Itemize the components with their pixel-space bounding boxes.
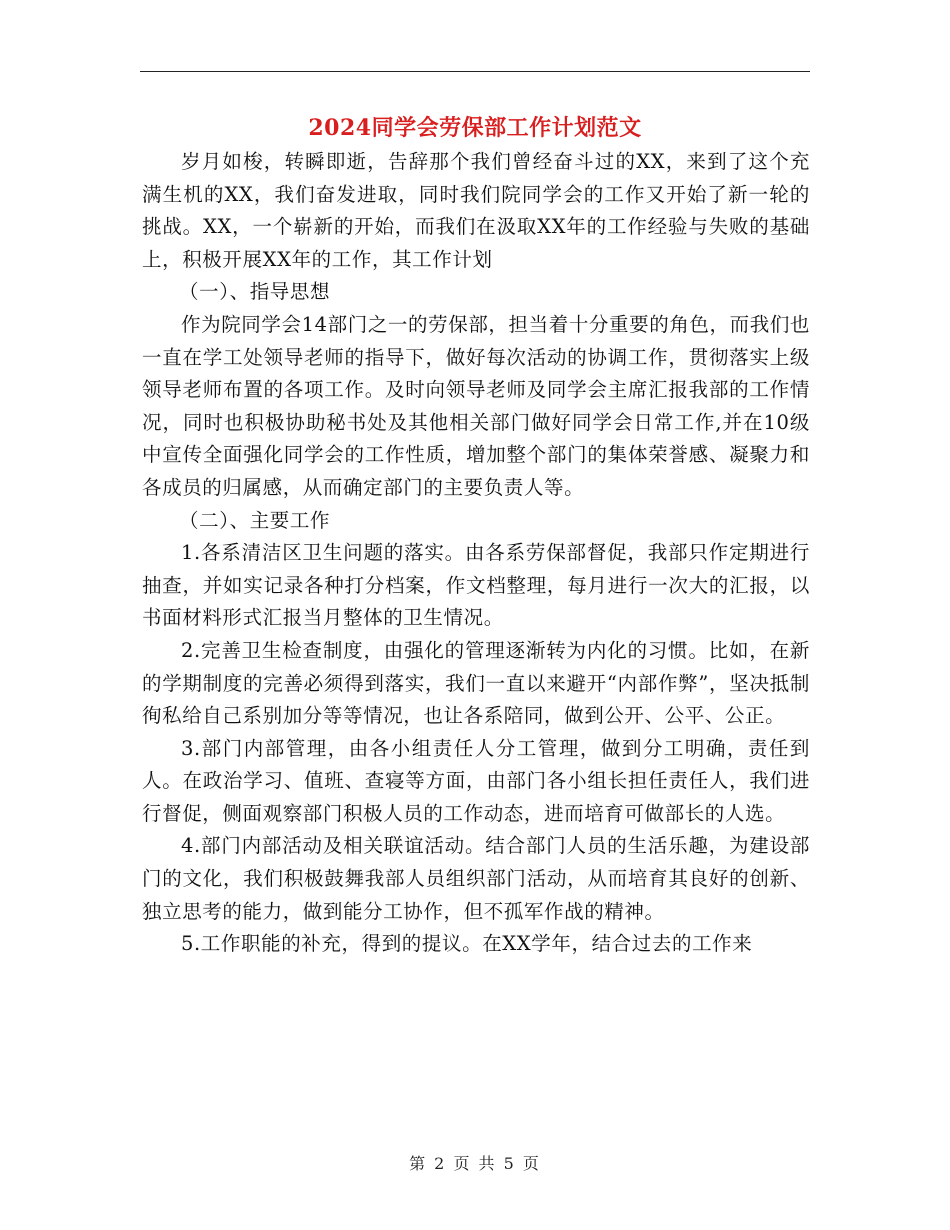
document-body bbox=[142, 146, 810, 961]
paragraph-item-1: 1.各系清洁区卫生问题的落实。由各系劳保部督促，我部只作定期进行抽查，并如实记录各种打分档案，作文档整理，每月进行一次大的汇报，以书面材料形式汇报当月整体的卫生情况。 bbox=[142, 541, 810, 630]
page-footer: 第 2 页 共 5 页 bbox=[409, 1154, 541, 1173]
paragraph-item-3: 3.部门内部管理，由各小组责任人分工管理，做到分工明确，责任到人。在政治学习、值班、查寝等方面，由部门各小组长担任责任人，我们进行督促，侧面观察部门积极人员的工作动态，进而培育可做部长的人选。 bbox=[142, 736, 810, 825]
header-rule bbox=[140, 71, 810, 72]
document-title: 2024同学会劳保部工作计划范文 bbox=[308, 115, 642, 141]
paragraph-item-5: 5.工作职能的补充，得到的提议。在XX学年，结合过去的工作来 bbox=[181, 932, 753, 956]
paragraph-intro: 岁月如梭，转瞬即逝，告辞那个我们曾经奋斗过的XX，来到了这个充满生机的XX，我们奋发进取，同时我们院同学会的工作又开始了新一轮的挑战。XX，一个崭新的开始，而我们在汲取XX年的工作经验与失败的基础上，积极开展XX年的工作，其工作计划 bbox=[142, 150, 810, 271]
section-heading-main-work: （二）、主要工作 bbox=[179, 508, 331, 532]
paragraph-guiding-ideology: 作为院同学会14部门之一的劳保部，担当着十分重要的角色，而我们也一直在学工处领导老师的指导下，做好每次活动的协调工作，贯彻落实上级领导老师布置的各项工作。及时向领导老师及同学会主席汇报我部的工作情况，同时也积极协助秘书处及其他相关部门做好同学会日常工作,并在10级中宣传全面强化同学会的工作性质，增加整个部门的集体荣誉感、凝聚力和各成员的归属感，从而确定部门的主要负责人等。 bbox=[142, 312, 811, 499]
paragraph-item-2: 2.完善卫生检查制度，由强化的管理逐渐转为内化的习惯。比如，在新的学期制度的完善必须得到落实，我们一直以来避开“内部作弊”，坚决抵制徇私给自己系别加分等等情况，也让各系陪同，做到公开、公平、公正。 bbox=[142, 638, 810, 728]
section-heading-guiding-ideology: （一）、指导思想 bbox=[179, 280, 331, 304]
paragraph-item-4: 4.部门内部活动及相关联谊活动。结合部门人员的生活乐趣，为建设部门的文化，我们积极鼓舞我部人员组织部门活动，从而培育其良好的创新、独立思考的能力，做到能分工协作，但不孤军作战的精神。 bbox=[142, 834, 810, 923]
